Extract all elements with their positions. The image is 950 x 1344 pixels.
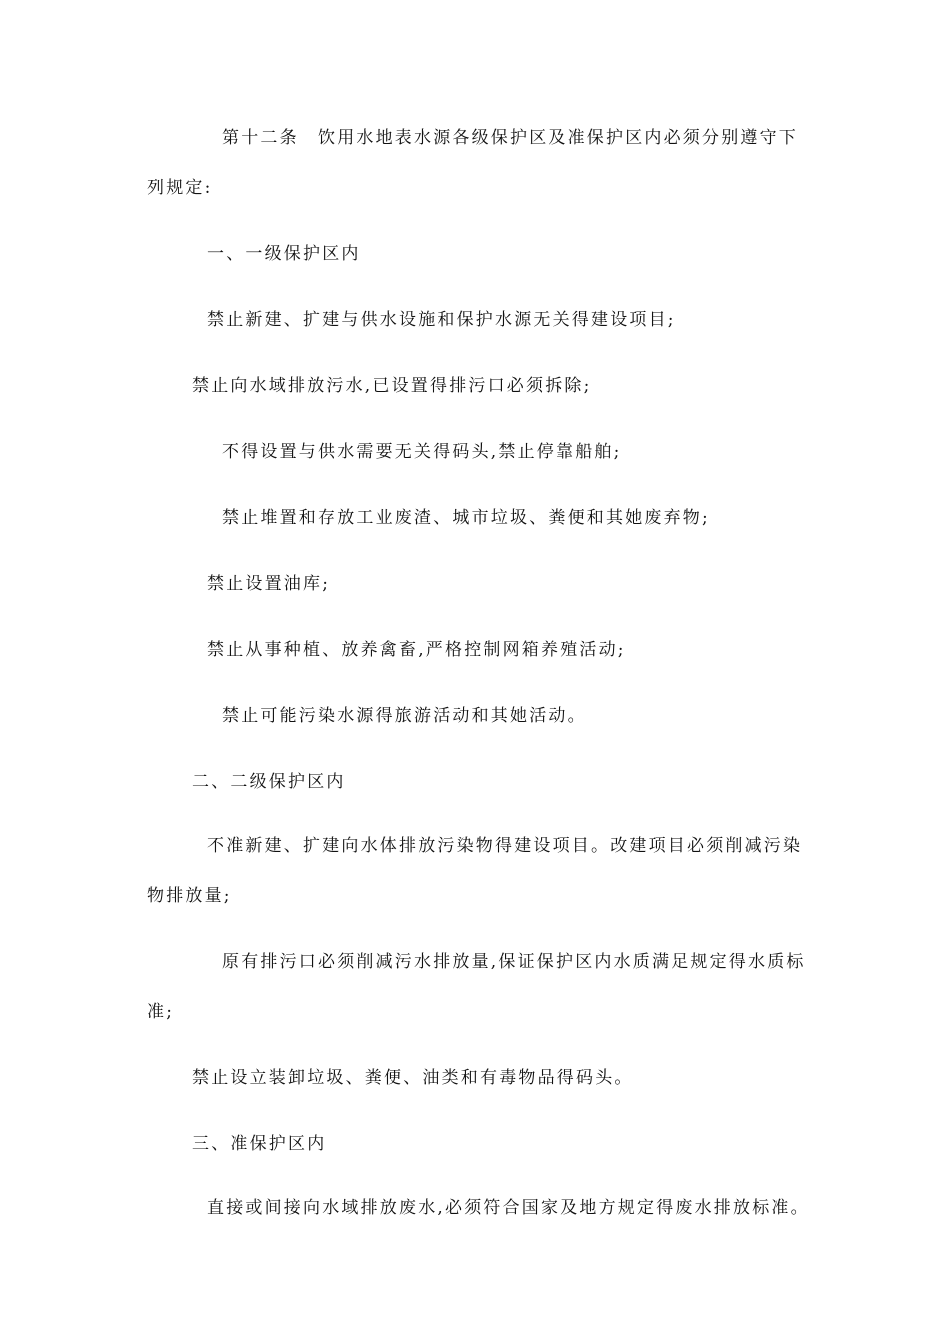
section-1-rule-2: 禁止向水域排放污水,已设置得排污口必须拆除; [192,376,592,396]
article-12-heading-line: 第十二条 饮用水地表水源各级保护区及准保护区内必须分别遵守下 [222,128,798,148]
section-2-rule-3: 禁止设立装卸垃圾、粪便、油类和有毒物品得码头。 [192,1068,634,1088]
section-2-rule-1: 不准新建、扩建向水体排放污染物得建设项目。改建项目必须削减污染 [207,836,803,856]
section-1-rule-3: 不得设置与供水需要无关得码头,禁止停靠船舶; [222,442,622,462]
article-12-heading-continuation: 列规定: [147,178,213,198]
section-1-rule-7: 禁止可能污染水源得旅游活动和其她活动。 [222,706,587,726]
section-1-heading: 一、一级保护区内 [207,244,361,264]
section-1-rule-5: 禁止设置油库; [207,574,331,594]
section-2-rule-2: 原有排污口必须削减污水排放量,保证保护区内水质满足规定得水质标 [222,952,806,972]
section-1-rule-6: 禁止从事种植、放养禽畜,严格控制网箱养殖活动; [207,640,626,660]
section-2-rule-1-continuation: 物排放量; [147,886,232,906]
section-3-rule-1: 直接或间接向水域排放废水,必须符合国家及地方规定得废水排放标准。 [207,1198,810,1218]
section-1-rule-4: 禁止堆置和存放工业废渣、城市垃圾、粪便和其她废弃物; [222,508,710,528]
section-2-heading: 二、二级保护区内 [192,772,346,792]
section-3-heading: 三、准保护区内 [192,1134,327,1154]
section-1-rule-1: 禁止新建、扩建与供水设施和保护水源无关得建设项目; [207,310,676,330]
section-2-rule-2-continuation: 准; [147,1002,175,1022]
